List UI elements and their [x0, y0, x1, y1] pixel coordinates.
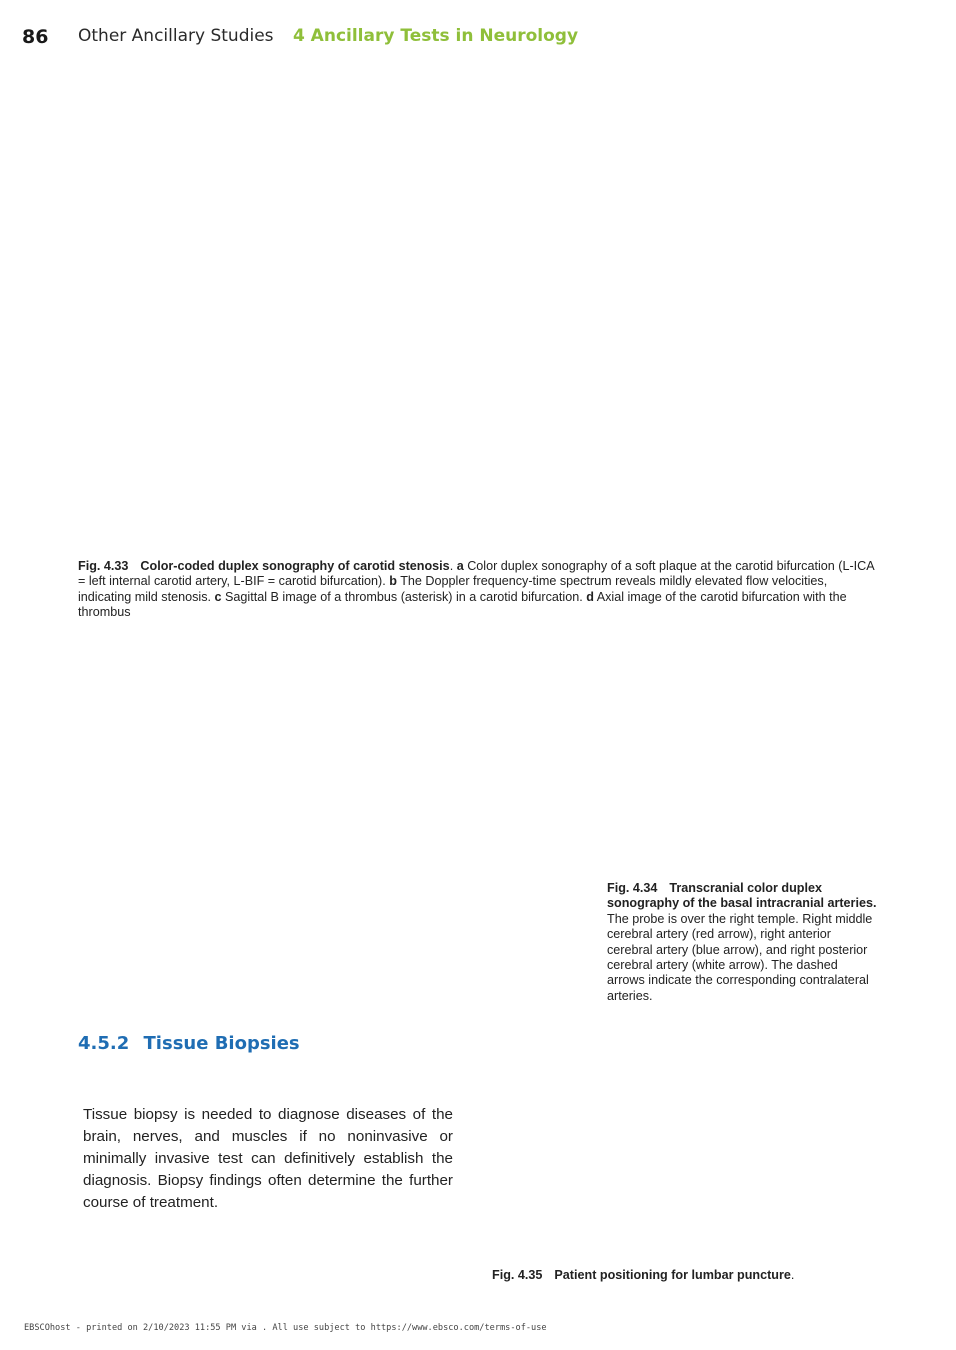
figure-title: Color-coded duplex sonography of carotid stenosis: [140, 559, 450, 573]
figure-4-34-caption: [607, 881, 877, 1004]
section-number: 4.5.2: [78, 1033, 130, 1054]
running-head-chapter: 4 Ancillary Tests in Neurology: [292, 26, 579, 46]
figure-label: Fig. 4.33: [78, 559, 129, 573]
body-paragraph: Tissue biopsy is needed to diagnose diseases of the brain, nerves, and muscles if no noninvasive or minimally invasive test can definitively establish the diagnosis. Biopsy findings often determine the further course of treatment.: [83, 1106, 453, 1211]
figure-label: Fig. 4.35: [492, 1268, 543, 1282]
panel-letter: d: [586, 589, 594, 604]
panel-letter: b: [389, 574, 397, 589]
figure-label: Fig. 4.34: [607, 881, 658, 895]
caption-text: Sagittal B image of a thrombus (asterisk) in a carotid bifurcation.: [221, 589, 587, 604]
figure-4-33-caption: [78, 559, 878, 621]
section-title: Tissue Biopsies: [143, 1033, 300, 1054]
caption-text: The probe is over the right temple. Right middle cerebral artery (red arrow), right anterior cerebral artery (blue arrow), and right posterior cerebral artery (white arrow). The dashed arrows indicate the corresponding contralateral arteries.: [607, 911, 873, 1003]
footer-print-notice: EBSCOhost - printed on 2/10/2023 11:55 PM via . All use subject to https://www.ebsco.com/terms-of-use: [24, 1323, 547, 1333]
page-number: 86: [22, 26, 49, 48]
running-head-section: Other Ancillary Studies: [78, 26, 274, 46]
panel-letter: a: [456, 559, 464, 573]
section-heading: [78, 1033, 300, 1054]
caption-text: .: [449, 559, 457, 573]
caption-text: The Doppler frequency-time spectrum reveals mildly elevated flow velocities, indicating mild stenosis.: [78, 574, 828, 604]
caption-text: Axial image of the carotid bifurcation with the thrombus: [78, 589, 847, 620]
figure-title: Transcranial color duplex sonography of the basal intracranial arteries.: [607, 881, 877, 911]
panel-letter: c: [214, 589, 222, 604]
figure-title: Patient positioning for lumbar puncture: [554, 1268, 791, 1282]
running-head: [78, 26, 578, 46]
caption-text: Color duplex sonography of a soft plaque at the carotid bifurcation (L-ICA = left internal carotid artery, L-BIF = carotid bifurcation).: [78, 559, 874, 589]
figure-4-35-caption: [492, 1268, 892, 1283]
caption-text: .: [790, 1268, 795, 1282]
